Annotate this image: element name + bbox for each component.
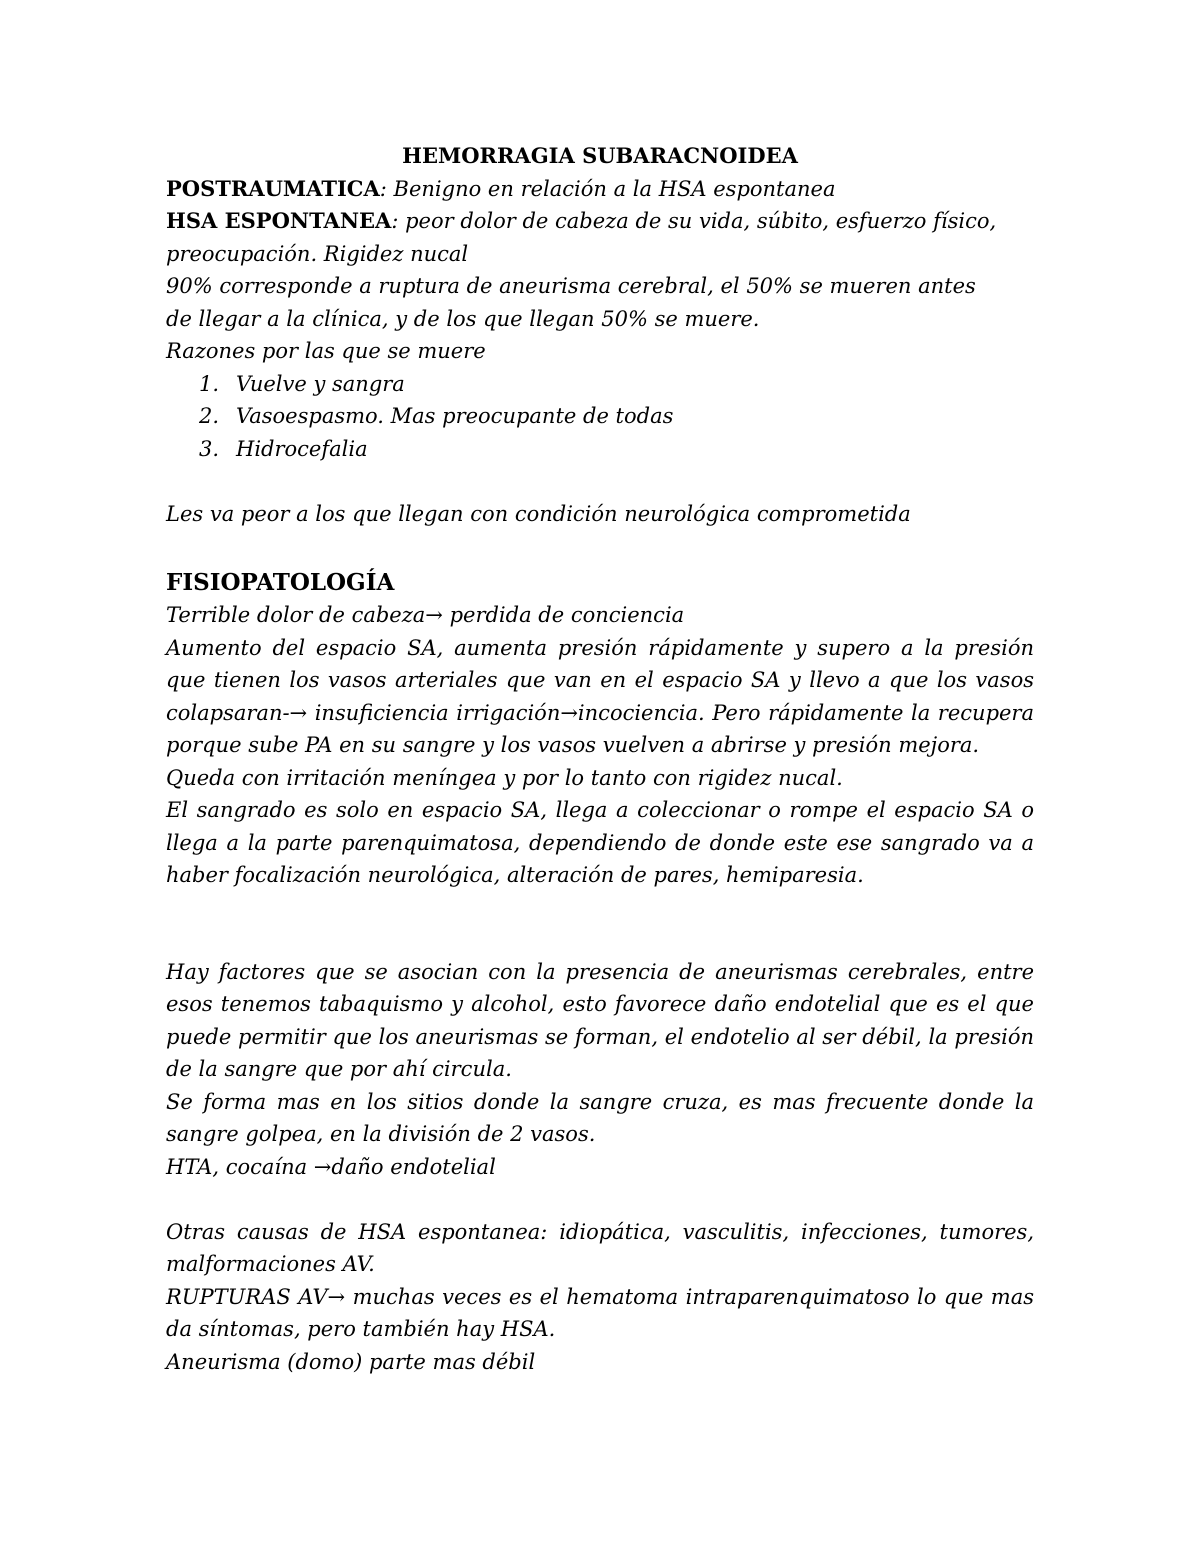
hsa-text-1: : peor dolor de cabeza de su vida, súbito, esfuerzo físico, [391,209,997,233]
otras-line-1: Aneurisma (domo) parte mas débil [166,1349,536,1374]
factores-paragraph-2: Se forma mas en los sitios donde la sangre cruza, es mas frecuente donde la sangre golpea, en la división de 2 vasos. [166,1089,1034,1146]
reasons-heading: Razones por las que se muere [166,339,486,363]
reasons-list [166,368,1034,466]
factores-line-1: HTA, cocaína →daño endotelial [166,1154,496,1179]
list-item-text: Vasoespasmo. Mas preocupante de todas [236,404,674,428]
fisio-line-1: Terrible dolor de cabeza→ perdida de conciencia [166,603,685,627]
hsa-line [166,205,1034,238]
fisio-paragraph-2: El sangrado es solo en espacio SA, llega a coleccionar o rompe el espacio SA o llega a la parte parenquimatosa, dependiendo de donde este ese sangrado va a haber focalización neurológica, alteración de pares, hemiparesia. [166,798,1034,887]
spacer [166,465,1034,498]
list-item-number: 2. [199,404,220,428]
stat-line-1: 90% corresponde a ruptura de aneurisma cerebral, el 50% se mueren antes [166,274,976,298]
list-item [166,368,1034,401]
hsa-text-2: preocupación. Rigidez nucal [166,241,469,266]
list-item-text: Hidrocefalia [236,436,368,461]
fisio-line-2: Queda con irritación meníngea y por lo tanto con rigidez nucal. [166,765,843,790]
stat-line-2: de llegar a la clínica, y de los que llegan 50% se muere. [166,306,760,331]
document-page [166,140,1034,1378]
list-item-number: 1. [199,371,220,396]
list-item [166,400,1034,433]
postraumatica-text: : Benigno en relación a la HSA espontanea [379,176,836,201]
spacer [166,530,1034,563]
spacer [166,892,1034,956]
factores-paragraph-1: Hay factores que se asocian con la presencia de aneurismas cerebrales, entre esos tenemos tabaquismo y alcohol, esto favorece daño endotelial que es el que puede permitir que los aneurismas se forman, el endotelio al ser débil, la presión de la sangre que por ahí circula. [166,959,1034,1081]
postraumatica-line [166,173,1034,206]
spacer [166,1183,1034,1216]
closing-line: Les va peor a los que llegan con condición neurológica comprometida [166,501,911,526]
otras-paragraph-2: RUPTURAS AV→ muchas veces es el hematoma intraparenquimatoso lo que mas da síntomas, pero también hay HSA. [166,1284,1034,1341]
section-heading-fisiopatologia: FISIOPATOLOGÍA [166,568,395,596]
fisio-paragraph-1: Aumento del espacio SA, aumenta presión rápidamente y supero a la presión que tienen los vasos arteriales que van en el espacio SA y llevo a que los vasos colapsaran-→ insuficiencia irrigación→incociencia. Pero rápidamente la recupera porque sube PA en su sangre y los vasos vuelven a abrirse y presión mejora. [166,635,1034,757]
otras-paragraph-1: Otras causas de HSA espontanea: idiopática, vasculitis, infecciones, tumores, malformaciones AV. [166,1219,1034,1276]
list-item [166,433,1034,466]
list-item-number: 3. [199,436,220,461]
postraumatica-label: POSTRAUMATICA [166,175,380,201]
list-item-text: Vuelve y sangra [236,371,405,396]
document-title: HEMORRAGIA SUBARACNOIDEA [402,143,798,168]
hsa-label: HSA ESPONTANEA [166,208,392,233]
